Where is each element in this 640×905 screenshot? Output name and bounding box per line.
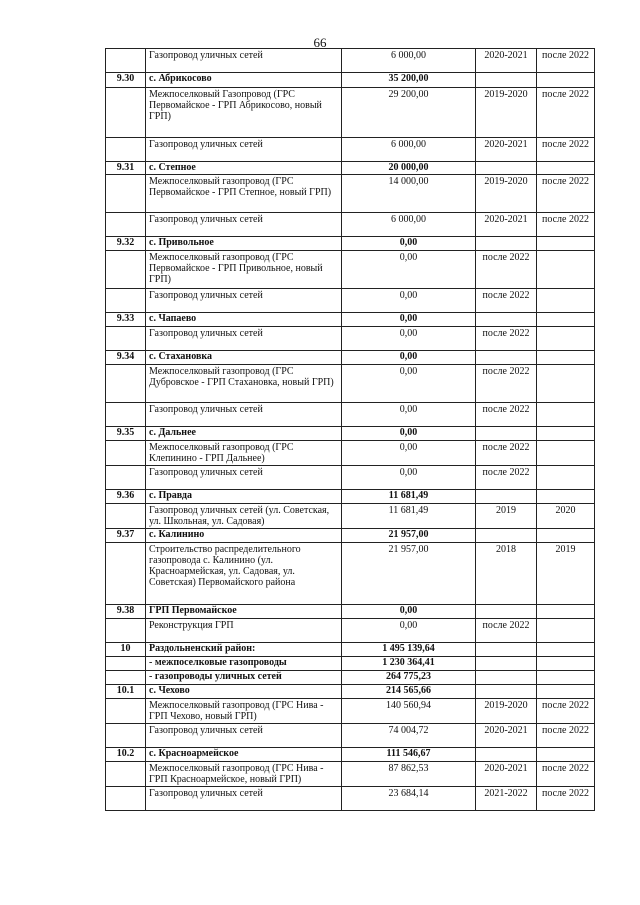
row-period-end — [537, 237, 595, 251]
row-number — [106, 138, 146, 162]
row-name: с. Красноармейское — [146, 748, 342, 762]
row-period-start — [476, 237, 537, 251]
row-amount: 0,00 — [342, 441, 476, 466]
row-period-end: после 2022 — [537, 787, 595, 811]
row-period-start: после 2022 — [476, 365, 537, 403]
row-number — [106, 327, 146, 351]
row-name: ГРП Первомайское — [146, 605, 342, 619]
row-period-end — [537, 657, 595, 671]
row-period-end: после 2022 — [537, 49, 595, 73]
table-row — [106, 724, 595, 748]
row-period-start: 2018 — [476, 543, 537, 605]
row-number: 9.32 — [106, 237, 146, 251]
row-name: с. Калинино — [146, 529, 342, 543]
row-number: 9.30 — [106, 73, 146, 88]
table-body — [106, 49, 595, 811]
row-name: с. Чехово — [146, 685, 342, 699]
row-number: 9.37 — [106, 529, 146, 543]
row-name: Межпоселковый газопровод (ГРС Нива - ГРП Чехово, новый ГРП) — [146, 699, 342, 724]
row-name: Газопровод уличных сетей — [146, 787, 342, 811]
row-name: Строительство распределительного газопровода с. Калинино (ул. Красноармейская, ул. Садовая, ул. Советская) Первомайского района — [146, 543, 342, 605]
table-row — [106, 762, 595, 787]
row-period-start — [476, 605, 537, 619]
row-period-start — [476, 685, 537, 699]
row-number: 10 — [106, 643, 146, 657]
row-number — [106, 762, 146, 787]
row-amount: 0,00 — [342, 327, 476, 351]
table-row — [106, 441, 595, 466]
row-period-start: 2020-2021 — [476, 49, 537, 73]
row-period-start — [476, 313, 537, 327]
row-period-start — [476, 427, 537, 441]
row-period-end: после 2022 — [537, 88, 595, 138]
row-period-end — [537, 162, 595, 175]
row-amount: 214 565,66 — [342, 685, 476, 699]
row-number — [106, 504, 146, 529]
row-number — [106, 466, 146, 490]
row-period-start — [476, 657, 537, 671]
table-row — [106, 403, 595, 427]
row-name: Раздольненский район: — [146, 643, 342, 657]
row-period-end — [537, 748, 595, 762]
row-number — [106, 175, 146, 213]
row-number — [106, 787, 146, 811]
row-name: Межпоселковый газопровод (ГРС Первомайское - ГРП Степное, новый ГРП) — [146, 175, 342, 213]
row-amount: 6 000,00 — [342, 213, 476, 237]
row-period-end: 2019 — [537, 543, 595, 605]
row-period-start: 2020-2021 — [476, 213, 537, 237]
row-period-start: после 2022 — [476, 441, 537, 466]
row-period-end — [537, 313, 595, 327]
row-amount: 21 957,00 — [342, 543, 476, 605]
table-row — [106, 327, 595, 351]
table-row — [106, 466, 595, 490]
row-period-start — [476, 671, 537, 685]
table-row — [106, 490, 595, 504]
row-period-end — [537, 643, 595, 657]
row-period-end: после 2022 — [537, 175, 595, 213]
row-period-end — [537, 605, 595, 619]
row-name: Газопровод уличных сетей — [146, 138, 342, 162]
row-amount: 0,00 — [342, 403, 476, 427]
row-period-start: после 2022 — [476, 251, 537, 289]
table-row — [106, 787, 595, 811]
row-period-end — [537, 73, 595, 88]
row-number — [106, 365, 146, 403]
row-number — [106, 671, 146, 685]
row-number — [106, 657, 146, 671]
row-number: 9.35 — [106, 427, 146, 441]
row-amount: 0,00 — [342, 619, 476, 643]
table-row — [106, 365, 595, 403]
row-period-end — [537, 441, 595, 466]
row-period-start: 2020-2021 — [476, 762, 537, 787]
row-amount: 23 684,14 — [342, 787, 476, 811]
row-amount: 0,00 — [342, 605, 476, 619]
row-number — [106, 619, 146, 643]
row-name: с. Абрикосово — [146, 73, 342, 88]
row-number — [106, 441, 146, 466]
table-row — [106, 504, 595, 529]
table-row — [106, 427, 595, 441]
row-period-end: после 2022 — [537, 699, 595, 724]
row-number: 9.33 — [106, 313, 146, 327]
row-period-start: 2019 — [476, 504, 537, 529]
row-amount: 11 681,49 — [342, 504, 476, 529]
row-period-start — [476, 490, 537, 504]
table-row — [106, 88, 595, 138]
table-row — [106, 289, 595, 313]
table-row — [106, 162, 595, 175]
table-row — [106, 213, 595, 237]
table-row — [106, 313, 595, 327]
row-period-start: после 2022 — [476, 289, 537, 313]
row-amount: 6 000,00 — [342, 49, 476, 73]
row-period-start — [476, 529, 537, 543]
table-row — [106, 237, 595, 251]
row-name: Газопровод уличных сетей — [146, 724, 342, 748]
row-amount: 264 775,23 — [342, 671, 476, 685]
row-number — [106, 88, 146, 138]
table-row — [106, 529, 595, 543]
row-period-start: после 2022 — [476, 327, 537, 351]
row-amount: 6 000,00 — [342, 138, 476, 162]
row-period-end — [537, 619, 595, 643]
gas-pipeline-table — [105, 48, 595, 811]
row-name: Межпоселковый газопровод (ГРС Первомайское - ГРП Привольное, новый ГРП) — [146, 251, 342, 289]
row-period-start: 2020-2021 — [476, 724, 537, 748]
row-number: 10.2 — [106, 748, 146, 762]
row-period-end — [537, 529, 595, 543]
row-name: с. Стахановка — [146, 351, 342, 365]
row-number: 9.38 — [106, 605, 146, 619]
row-period-end — [537, 365, 595, 403]
row-number — [106, 289, 146, 313]
row-number — [106, 543, 146, 605]
row-amount: 111 546,67 — [342, 748, 476, 762]
row-period-start — [476, 73, 537, 88]
row-period-end: 2020 — [537, 504, 595, 529]
row-period-end — [537, 427, 595, 441]
row-period-end: после 2022 — [537, 724, 595, 748]
row-amount: 87 862,53 — [342, 762, 476, 787]
table-row — [106, 619, 595, 643]
row-number: 9.34 — [106, 351, 146, 365]
row-amount: 0,00 — [342, 351, 476, 365]
row-number — [106, 699, 146, 724]
row-name: с. Степное — [146, 162, 342, 175]
table-row — [106, 685, 595, 699]
row-amount: 1 495 139,64 — [342, 643, 476, 657]
row-name: Газопровод уличных сетей — [146, 466, 342, 490]
row-name: Газопровод уличных сетей (ул. Советская, ул. Школьная, ул. Садовая) — [146, 504, 342, 529]
row-name: Межпоселковый Газопровод (ГРС Первомайское - ГРП Абрикосово, новый ГРП) — [146, 88, 342, 138]
table-row — [106, 671, 595, 685]
row-amount: 0,00 — [342, 313, 476, 327]
row-name: Межпоселковый газопровод (ГРС Нива - ГРП Красноармейское, новый ГРП) — [146, 762, 342, 787]
row-period-start: после 2022 — [476, 403, 537, 427]
table-row — [106, 138, 595, 162]
row-number — [106, 403, 146, 427]
row-period-end — [537, 251, 595, 289]
row-number — [106, 724, 146, 748]
row-name: с. Чапаево — [146, 313, 342, 327]
row-period-end — [537, 671, 595, 685]
row-amount: 0,00 — [342, 466, 476, 490]
row-amount: 14 000,00 — [342, 175, 476, 213]
row-period-start: после 2022 — [476, 466, 537, 490]
page-number: 66 — [313, 35, 327, 50]
row-name: Межпоселковый газопровод (ГРС Дубровское - ГРП Стахановка, новый ГРП) — [146, 365, 342, 403]
row-number — [106, 251, 146, 289]
row-amount: 0,00 — [342, 237, 476, 251]
row-name: Газопровод уличных сетей — [146, 403, 342, 427]
row-name: Газопровод уличных сетей — [146, 213, 342, 237]
row-period-start: 2021-2022 — [476, 787, 537, 811]
row-name: Реконструкция ГРП — [146, 619, 342, 643]
row-period-end — [537, 466, 595, 490]
row-period-end — [537, 685, 595, 699]
row-name: с. Правда — [146, 490, 342, 504]
table-row — [106, 73, 595, 88]
row-period-start: 2020-2021 — [476, 138, 537, 162]
row-period-end — [537, 351, 595, 365]
row-amount: 29 200,00 — [342, 88, 476, 138]
row-name: с. Дальнее — [146, 427, 342, 441]
row-amount: 0,00 — [342, 365, 476, 403]
row-amount: 140 560,94 — [342, 699, 476, 724]
row-period-start — [476, 162, 537, 175]
row-period-start: 2019-2020 — [476, 175, 537, 213]
row-period-end: после 2022 — [537, 213, 595, 237]
row-amount: 35 200,00 — [342, 73, 476, 88]
row-name: с. Привольное — [146, 237, 342, 251]
row-number: 9.31 — [106, 162, 146, 175]
row-amount: 74 004,72 — [342, 724, 476, 748]
table-row — [106, 699, 595, 724]
table-row — [106, 351, 595, 365]
row-name: Межпоселковый газопровод (ГРС Клепинино - ГРП Дальнее) — [146, 441, 342, 466]
row-amount: 0,00 — [342, 289, 476, 313]
row-period-start — [476, 643, 537, 657]
row-number: 10.1 — [106, 685, 146, 699]
row-amount: 0,00 — [342, 251, 476, 289]
table-row — [106, 657, 595, 671]
row-period-start — [476, 748, 537, 762]
row-period-end — [537, 490, 595, 504]
row-amount: 20 000,00 — [342, 162, 476, 175]
row-period-end — [537, 289, 595, 313]
table-row — [106, 543, 595, 605]
row-amount: 1 230 364,41 — [342, 657, 476, 671]
row-period-start — [476, 351, 537, 365]
row-number — [106, 213, 146, 237]
row-name: Газопровод уличных сетей — [146, 327, 342, 351]
row-amount: 0,00 — [342, 427, 476, 441]
table-row — [106, 643, 595, 657]
row-period-start: 2019-2020 — [476, 699, 537, 724]
row-period-end — [537, 403, 595, 427]
table-row — [106, 175, 595, 213]
row-period-end: после 2022 — [537, 762, 595, 787]
row-amount: 11 681,49 — [342, 490, 476, 504]
row-name: - газопроводы уличных сетей — [146, 671, 342, 685]
row-period-start: после 2022 — [476, 619, 537, 643]
row-amount: 21 957,00 — [342, 529, 476, 543]
row-period-end: после 2022 — [537, 138, 595, 162]
row-name: - межпоселковые газопроводы — [146, 657, 342, 671]
row-period-end — [537, 327, 595, 351]
table-row — [106, 605, 595, 619]
table-row — [106, 251, 595, 289]
row-name: Газопровод уличных сетей — [146, 49, 342, 73]
row-number: 9.36 — [106, 490, 146, 504]
row-number — [106, 49, 146, 73]
table-row — [106, 748, 595, 762]
row-period-start: 2019-2020 — [476, 88, 537, 138]
table-row — [106, 49, 595, 73]
row-name: Газопровод уличных сетей — [146, 289, 342, 313]
